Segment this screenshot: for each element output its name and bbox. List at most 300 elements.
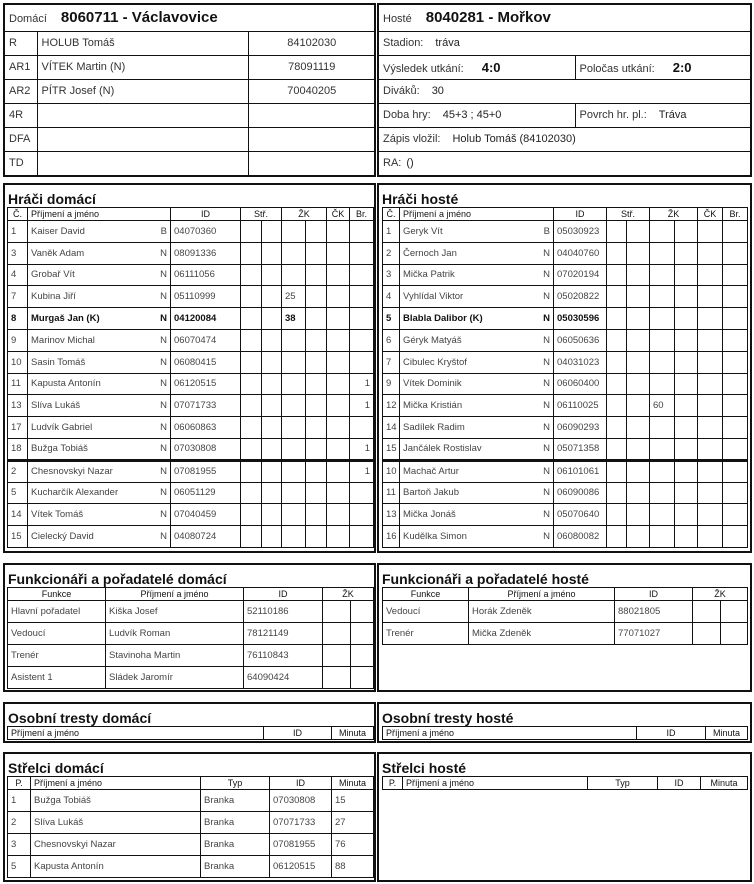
player-red-card: [698, 417, 723, 439]
official-id: 78091119: [248, 55, 374, 79]
scorer-position: 1: [8, 790, 31, 812]
player-status: N: [543, 531, 550, 543]
player-red-card: [698, 526, 723, 548]
player-row: [8, 460, 374, 482]
player-number: 10: [8, 351, 28, 373]
player-status: N: [160, 356, 167, 368]
home-penalties-section: [3, 702, 376, 743]
player-str-2: [627, 482, 650, 504]
player-yellow-card: [650, 526, 675, 548]
player-row: [8, 482, 374, 504]
player-number: 3: [383, 264, 400, 286]
yellow-card-2: [721, 623, 748, 645]
player-yellow-card-2: [306, 417, 327, 439]
player-number: 15: [8, 526, 28, 548]
player-number: 14: [8, 504, 28, 526]
ra-label: RA:: [383, 157, 402, 170]
player-name: Sasin Tomáš: [31, 356, 86, 368]
player-str-1: [241, 395, 262, 417]
player-str-2: [262, 482, 282, 504]
player-str-2: [262, 504, 282, 526]
player-status: N: [160, 313, 167, 325]
player-number: 12: [383, 395, 400, 417]
player-name-cell: [400, 504, 554, 526]
player-yellow-card: [650, 460, 675, 482]
col-yellow: ŽK: [323, 588, 374, 601]
player-status: N: [160, 247, 167, 259]
col-id: ID: [270, 777, 332, 790]
player-name: Jančálek Rostislav: [403, 443, 482, 455]
player-number: 9: [8, 329, 28, 351]
player-yellow-card-2: [675, 308, 698, 330]
player-yellow-card-2: [675, 242, 698, 264]
player-id: 06110025: [554, 395, 607, 417]
col-number: Č.: [8, 208, 28, 221]
player-str-2: [627, 351, 650, 373]
yellow-card-1: [693, 623, 721, 645]
player-str-2: [627, 286, 650, 308]
player-str-1: [607, 264, 627, 286]
player-number: 7: [8, 286, 28, 308]
player-row: [383, 417, 748, 439]
player-yellow-card-2: [306, 329, 327, 351]
player-id: 06070474: [171, 329, 241, 351]
player-status: N: [160, 509, 167, 521]
goal-minute: 88: [332, 856, 374, 878]
official-name: Mička Zdeněk: [469, 623, 615, 645]
player-name-cell: [28, 264, 171, 286]
official-id: 52110186: [244, 601, 323, 623]
player-row: [383, 504, 748, 526]
player-status: N: [160, 422, 167, 434]
player-row: [8, 308, 374, 330]
player-str-1: [607, 308, 627, 330]
player-yellow-card: [650, 417, 675, 439]
player-red-card: [698, 460, 723, 482]
player-str-1: [607, 351, 627, 373]
player-number: 7: [383, 351, 400, 373]
player-yellow-card-2: [306, 438, 327, 460]
player-status: N: [543, 400, 550, 412]
col-function: Funkce: [383, 588, 469, 601]
stadium-value: tráva: [435, 37, 460, 49]
player-row: [8, 264, 374, 286]
goal-minute: 27: [332, 812, 374, 834]
player-yellow-card: [282, 351, 306, 373]
home-officials-section: [3, 563, 376, 692]
player-yellow-card-2: [675, 373, 698, 395]
player-yellow-card-2: [675, 351, 698, 373]
player-status: N: [543, 509, 550, 521]
yellow-card-2: [351, 623, 374, 645]
player-row: [8, 417, 374, 439]
official-row: [383, 601, 748, 623]
player-id: 08091336: [171, 242, 241, 264]
player-str-2: [627, 526, 650, 548]
col-name: Příjmení a jméno: [469, 588, 615, 601]
player-yellow-card-2: [675, 526, 698, 548]
player-yellow-card: [282, 438, 306, 460]
player-yellow-card: [282, 373, 306, 395]
official-name: [37, 127, 248, 151]
home-scorers-title: Střelci domácí: [8, 760, 104, 776]
scorer-name: Chesnovskyi Nazar: [31, 834, 201, 856]
col-red: ČK: [698, 208, 723, 221]
official-id: 84102030: [248, 31, 374, 55]
result-value: 4:0: [481, 59, 501, 75]
player-red-card: [698, 221, 723, 243]
player-goals: [723, 373, 748, 395]
official-name: Kiška Josef: [106, 601, 244, 623]
player-yellow-card: [650, 373, 675, 395]
player-name: Slíva Lukáš: [31, 400, 81, 412]
official-role: R: [5, 31, 37, 55]
official-id: [248, 103, 374, 127]
player-red-card: [327, 242, 350, 264]
player-yellow-card-2: [675, 221, 698, 243]
player-str-1: [241, 373, 262, 395]
official-id: 78121149: [244, 623, 323, 645]
player-goals: 1: [350, 438, 374, 460]
player-name: Kudělka Simon: [403, 531, 467, 543]
scorer-position: 3: [8, 834, 31, 856]
player-red-card: [327, 373, 350, 395]
player-goals: [723, 504, 748, 526]
official-name: [37, 151, 248, 175]
ra-value: (): [406, 157, 414, 170]
player-goals: [350, 308, 374, 330]
away-officials-section: [377, 563, 752, 692]
away-players-section: [377, 183, 752, 553]
player-str-1: [241, 221, 262, 243]
player-yellow-card: [650, 504, 675, 526]
player-yellow-card-2: [306, 351, 327, 373]
player-goals: [350, 417, 374, 439]
player-str-1: [241, 526, 262, 548]
function: Vedoucí: [383, 601, 469, 623]
player-str-1: [241, 264, 262, 286]
player-str-1: [241, 482, 262, 504]
player-yellow-card-2: [675, 482, 698, 504]
player-str-2: [627, 221, 650, 243]
player-name: Murgaš Jan (K): [31, 313, 100, 325]
player-id: 06101061: [554, 460, 607, 482]
player-red-card: [327, 264, 350, 286]
player-red-card: [327, 526, 350, 548]
player-yellow-card: [282, 526, 306, 548]
player-row: [383, 351, 748, 373]
halftime-value: 2:0: [672, 59, 692, 75]
player-name-cell: [28, 329, 171, 351]
yellow-card-2: [351, 645, 374, 667]
col-goals-str: Stř.: [241, 208, 282, 221]
player-red-card: [698, 264, 723, 286]
away-scorers-title: Střelci hosté: [382, 760, 467, 776]
player-status: N: [160, 443, 167, 455]
player-str-1: [607, 286, 627, 308]
player-yellow-card: [650, 242, 675, 264]
official-id: [248, 127, 374, 151]
player-name: Marinov Michal: [31, 334, 95, 346]
player-number: 5: [8, 482, 28, 504]
col-red: ČK: [327, 208, 350, 221]
player-number: 13: [8, 395, 28, 417]
player-str-1: [607, 482, 627, 504]
player-str-1: [241, 329, 262, 351]
player-red-card: [327, 482, 350, 504]
entered-by-label: Zápis vložil:: [383, 133, 441, 145]
player-goals: [723, 286, 748, 308]
player-row: [383, 373, 748, 395]
home-officials-title: Funkcionáři a pořadatelé domácí: [8, 571, 227, 587]
player-str-2: [262, 264, 282, 286]
home-players-section: [3, 183, 376, 553]
player-row: [8, 504, 374, 526]
player-yellow-card: [650, 308, 675, 330]
player-yellow-card: [650, 329, 675, 351]
player-id: 06111056: [171, 264, 241, 286]
player-id: 06051129: [171, 482, 241, 504]
player-status: N: [160, 466, 167, 478]
away-label: Hosté: [383, 13, 412, 26]
player-yellow-card: [282, 482, 306, 504]
player-id: 05110999: [171, 286, 241, 308]
scorer-id: 07030808: [270, 790, 332, 812]
player-str-2: [262, 373, 282, 395]
player-yellow-card-2: [306, 264, 327, 286]
player-number: 18: [8, 438, 28, 460]
player-number: 3: [8, 242, 28, 264]
halftime-label: Poločas utkání:: [579, 62, 655, 75]
col-type: Typ: [201, 777, 270, 790]
player-str-1: [241, 286, 262, 308]
player-name: Blabla Dalibor (K): [403, 313, 483, 325]
player-str-1: [607, 438, 627, 460]
player-str-2: [627, 264, 650, 286]
player-row: [8, 395, 374, 417]
player-str-1: [607, 504, 627, 526]
player-yellow-card-2: [306, 395, 327, 417]
player-str-1: [241, 308, 262, 330]
player-yellow-card-2: [306, 308, 327, 330]
player-yellow-card: [650, 286, 675, 308]
player-red-card: [698, 308, 723, 330]
player-yellow-card-2: [675, 438, 698, 460]
player-name: Kaiser David: [31, 225, 85, 237]
yellow-card-1: [693, 601, 721, 623]
player-name-cell: [28, 417, 171, 439]
player-name-cell: [400, 373, 554, 395]
player-str-2: [262, 286, 282, 308]
official-row: [8, 601, 374, 623]
function: Hlavní pořadatel: [8, 601, 106, 623]
official-name: Sládek Jaromír: [106, 667, 244, 689]
official-row: [5, 79, 374, 103]
player-str-2: [262, 417, 282, 439]
player-yellow-card-2: [675, 264, 698, 286]
player-name: Sadílek Radim: [403, 422, 465, 434]
player-goals: [350, 504, 374, 526]
player-number: 15: [383, 438, 400, 460]
player-name: Vítek Dominik: [403, 378, 462, 390]
player-name-cell: [400, 242, 554, 264]
player-row: [383, 329, 748, 351]
player-yellow-card: [650, 482, 675, 504]
player-status: N: [543, 466, 550, 478]
scorer-position: 5: [8, 856, 31, 878]
player-red-card: [327, 460, 350, 482]
col-position: P.: [8, 777, 31, 790]
scorer-row: [8, 834, 374, 856]
player-goals: [350, 329, 374, 351]
player-name: Kapusta Antonín: [31, 378, 101, 390]
player-number: 9: [383, 373, 400, 395]
player-yellow-card-2: [306, 482, 327, 504]
player-status: N: [160, 291, 167, 303]
player-str-2: [627, 460, 650, 482]
home-label: Domácí: [9, 13, 47, 26]
player-id: 06090293: [554, 417, 607, 439]
player-name: Černoch Jan: [403, 247, 457, 259]
official-id: 70040205: [248, 79, 374, 103]
scorer-id: 07071733: [270, 812, 332, 834]
player-status: B: [543, 225, 550, 237]
scorer-row: [8, 812, 374, 834]
player-status: N: [543, 356, 550, 368]
player-name-cell: [400, 395, 554, 417]
col-goals-str: Stř.: [607, 208, 650, 221]
player-status: N: [160, 378, 167, 390]
player-status: N: [543, 269, 550, 281]
col-function: Funkce: [8, 588, 106, 601]
player-name-cell: [28, 351, 171, 373]
col-type: Typ: [588, 777, 658, 790]
player-id: 06060863: [171, 417, 241, 439]
player-yellow-card: [282, 264, 306, 286]
player-str-2: [262, 438, 282, 460]
official-row: [383, 623, 748, 645]
function: Trenér: [8, 645, 106, 667]
player-goals: [723, 264, 748, 286]
player-name-cell: [400, 351, 554, 373]
player-id: 06120515: [171, 373, 241, 395]
duration-label: Doba hry:: [383, 109, 431, 121]
col-minute: Minuta: [332, 727, 374, 740]
col-id: ID: [615, 588, 693, 601]
player-str-1: [241, 242, 262, 264]
entered-by-value: Holub Tomáš (84102030): [452, 133, 576, 145]
official-name: PÍTR Josef (N): [37, 79, 248, 103]
player-red-card: [327, 351, 350, 373]
player-id: 05071358: [554, 438, 607, 460]
player-row: [383, 482, 748, 504]
player-goals: [350, 221, 374, 243]
player-goals: [350, 482, 374, 504]
player-str-2: [627, 308, 650, 330]
official-name: Horák Zdeněk: [469, 601, 615, 623]
player-str-1: [607, 526, 627, 548]
player-name: Cibulec Kryštof: [403, 356, 467, 368]
player-yellow-card: [282, 242, 306, 264]
player-row: [8, 242, 374, 264]
player-status: N: [160, 400, 167, 412]
player-str-1: [607, 395, 627, 417]
player-str-2: [627, 438, 650, 460]
player-yellow-card-2: [675, 286, 698, 308]
player-yellow-card: [650, 438, 675, 460]
player-yellow-card-2: [675, 395, 698, 417]
player-red-card: [327, 395, 350, 417]
player-yellow-card-2: [675, 460, 698, 482]
player-name-cell: [28, 438, 171, 460]
player-red-card: [698, 482, 723, 504]
player-status: N: [543, 334, 550, 346]
player-str-2: [262, 329, 282, 351]
player-name: Machač Artur: [403, 466, 459, 478]
player-red-card: [698, 395, 723, 417]
col-id: ID: [658, 777, 701, 790]
official-row: [5, 103, 374, 127]
col-name: Příjmení a jméno: [31, 777, 201, 790]
player-row: [383, 526, 748, 548]
player-goals: [350, 286, 374, 308]
player-goals: 1: [350, 460, 374, 482]
player-row: [8, 351, 374, 373]
player-name: Géryk Matyáš: [403, 334, 462, 346]
official-role: AR1: [5, 55, 37, 79]
home-team: 8060711 - Václavovice: [60, 9, 218, 27]
player-status: N: [543, 313, 550, 325]
player-red-card: [698, 351, 723, 373]
player-name-cell: [400, 264, 554, 286]
player-name: Mička Kristián: [403, 400, 463, 412]
player-row: [383, 308, 748, 330]
player-id: 05070640: [554, 504, 607, 526]
player-yellow-card-2: [306, 526, 327, 548]
scorer-id: 07081955: [270, 834, 332, 856]
player-yellow-card: 38: [282, 308, 306, 330]
yellow-card-2: [351, 601, 374, 623]
col-id: ID: [244, 588, 323, 601]
col-name: Příjmení a jméno: [383, 727, 637, 740]
player-id: 06060400: [554, 373, 607, 395]
player-row: [8, 438, 374, 460]
player-number: 17: [8, 417, 28, 439]
player-goals: [723, 395, 748, 417]
player-red-card: [327, 221, 350, 243]
result-label: Výsledek utkání:: [383, 62, 464, 75]
player-name: Grobař Vít: [31, 269, 75, 281]
col-name: Příjmení a jméno: [28, 208, 171, 221]
player-str-1: [607, 373, 627, 395]
player-red-card: [698, 438, 723, 460]
player-status: N: [160, 334, 167, 346]
player-number: 16: [383, 526, 400, 548]
official-row: [8, 667, 374, 689]
away-players-table: [382, 207, 748, 548]
player-name-cell: [28, 395, 171, 417]
official-id: 77071027: [615, 623, 693, 645]
player-name-cell: [400, 417, 554, 439]
col-minute: Minuta: [332, 777, 374, 790]
col-yellow: ŽK: [693, 588, 748, 601]
official-id: 76110843: [244, 645, 323, 667]
scorer-name: Kapusta Antonín: [31, 856, 201, 878]
scorer-position: 2: [8, 812, 31, 834]
official-role: AR2: [5, 79, 37, 103]
player-number: 6: [383, 329, 400, 351]
player-name-cell: [28, 460, 171, 482]
